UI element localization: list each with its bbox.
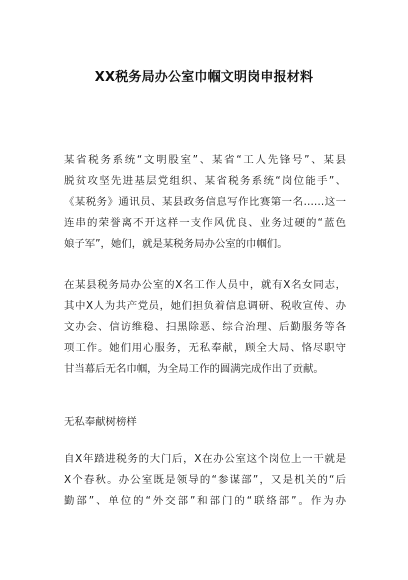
text-line: 在某县税务局办公室的X名工作人员中，就有X名女同志， bbox=[64, 279, 346, 291]
section-heading: 无私奉献树榜样 bbox=[64, 416, 137, 428]
text-line: 其中X人为共产党员，她们担负着信息调研、税收宣传、办 bbox=[64, 300, 346, 312]
text-line: 勤部”、单位的“外交部”和部门的“联络部”。作为办 bbox=[64, 495, 346, 507]
text-line: 某省税务系统“文明股室”、某省“工人先锋号”、某县 bbox=[64, 154, 346, 166]
paragraph-honors bbox=[64, 150, 346, 255]
paragraph-staff bbox=[64, 275, 346, 380]
text-line: 《某税务》通讯员、某县政务信息写作比赛第一名……这一 bbox=[64, 196, 346, 208]
paragraph-dedication bbox=[64, 449, 346, 512]
text-line: 甘当幕后无名巾帼，为全局工作的圆满完成作出了贡献。 bbox=[64, 363, 324, 375]
text-line: 文办会、信访维稳、扫黑除恶、综合治理、后勤服务等各 bbox=[64, 321, 346, 333]
text-line: 脱贫攻坚先进基层党组织、某省税务系统“岗位能手”、 bbox=[64, 175, 346, 187]
text-line: 连串的荣誉离不开这样一支作风优良、业务过硬的“蓝色 bbox=[64, 217, 346, 229]
text-line: X个春秋。办公室既是领导的“参谋部”，又是机关的“后 bbox=[64, 474, 346, 486]
text-line: 自X年踏进税务的大门后，X在办公室这个岗位上一干就是 bbox=[64, 453, 346, 465]
document-title: XX税务局办公室巾帼文明岗申报材料 bbox=[94, 70, 314, 85]
text-line: 项工作。她们用心服务，无私奉献，顾全大局、恪尽职守 bbox=[64, 342, 346, 354]
text-line: 娘子军”，她们，就是某税务局办公室的巾帼们。 bbox=[64, 238, 288, 250]
